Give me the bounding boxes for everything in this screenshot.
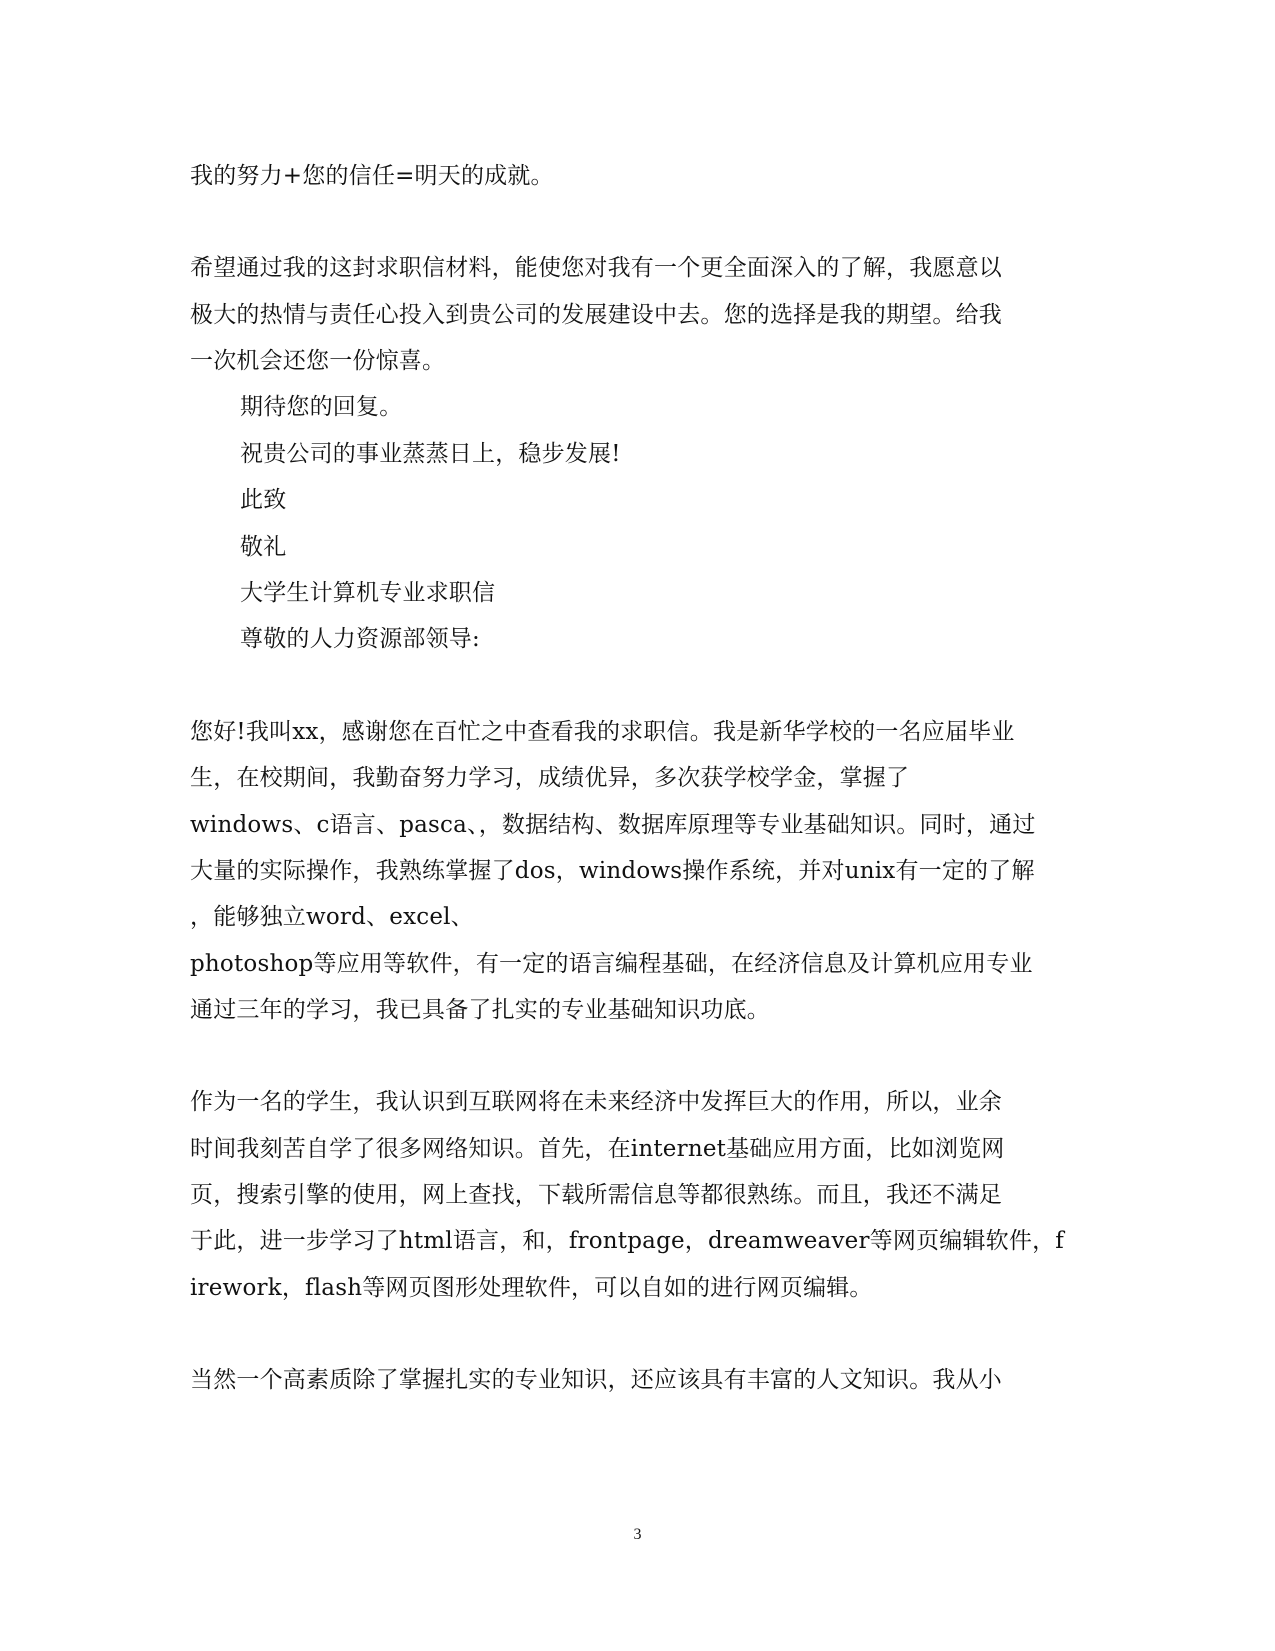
- paragraph-line-1: 我的努力+您的信任=明天的成就。: [190, 163, 554, 189]
- paragraph-line-14: 页，搜索引擎的使用，网上查找，下载所需信息等都很熟练。而且，我还不满足: [190, 1182, 1002, 1208]
- closing-line-2: 祝贵公司的事业蒸蒸日上，稳步发展!: [240, 441, 621, 467]
- paragraph-line-16: irework，flash等网页图形处理软件，可以自如的进行网页编辑。: [190, 1275, 873, 1301]
- paragraph-line-8: 大量的实际操作，我熟练掌握了dos，windows操作系统，并对unix有一定的了解: [190, 858, 1035, 884]
- paragraph-line-15: 于此，进一步学习了html语言，和，frontpage，dreamweaver等网页编辑软件，f: [190, 1228, 1064, 1254]
- paragraph-line-2: 希望通过我的这封求职信材料，能使您对我有一个更全面深入的了解，我愿意以: [190, 255, 1002, 281]
- paragraph-line-5: 您好!我叫xx，感谢您在百忙之中查看我的求职信。我是新华学校的一名应届毕业: [190, 719, 1015, 745]
- closing-line-1: 期待您的回复。: [240, 394, 403, 420]
- paragraph-line-10: photoshop等应用等软件，有一定的语言编程基础，在经济信息及计算机应用专业: [190, 951, 1033, 977]
- paragraph-line-9: ，能够独立word、excel、: [190, 904, 474, 930]
- paragraph-line-3: 极大的热情与责任心投入到贵公司的发展建设中去。您的选择是我的期望。给我: [190, 302, 1002, 328]
- letter-title: 大学生计算机专业求职信: [240, 580, 496, 606]
- paragraph-line-17: 当然一个高素质除了掌握扎实的专业知识，还应该具有丰富的人文知识。我从小: [190, 1367, 1002, 1393]
- paragraph-line-6: 生，在校期间，我勤奋努力学习，成绩优异，多次获学校学金，掌握了: [190, 765, 910, 791]
- paragraph-line-7: windows、c语言、pasca、，数据结构、数据库原理等专业基础知识。同时，通过: [190, 812, 1036, 838]
- closing-salutation-2: 敬礼: [240, 534, 287, 560]
- paragraph-line-11: 通过三年的学习，我已具备了扎实的专业基础知识功底。: [190, 997, 770, 1023]
- page-number: 3: [633, 1526, 642, 1543]
- paragraph-line-13: 时间我刻苦自学了很多网络知识。首先，在internet基础应用方面，比如浏览网: [190, 1136, 1005, 1162]
- paragraph-line-12: 作为一名的学生，我认识到互联网将在未来经济中发挥巨大的作用，所以，业余: [190, 1089, 1002, 1115]
- paragraph-line-4: 一次机会还您一份惊喜。: [190, 348, 446, 374]
- closing-salutation-1: 此致: [240, 487, 287, 513]
- letter-greeting: 尊敬的人力资源部领导:: [240, 626, 480, 652]
